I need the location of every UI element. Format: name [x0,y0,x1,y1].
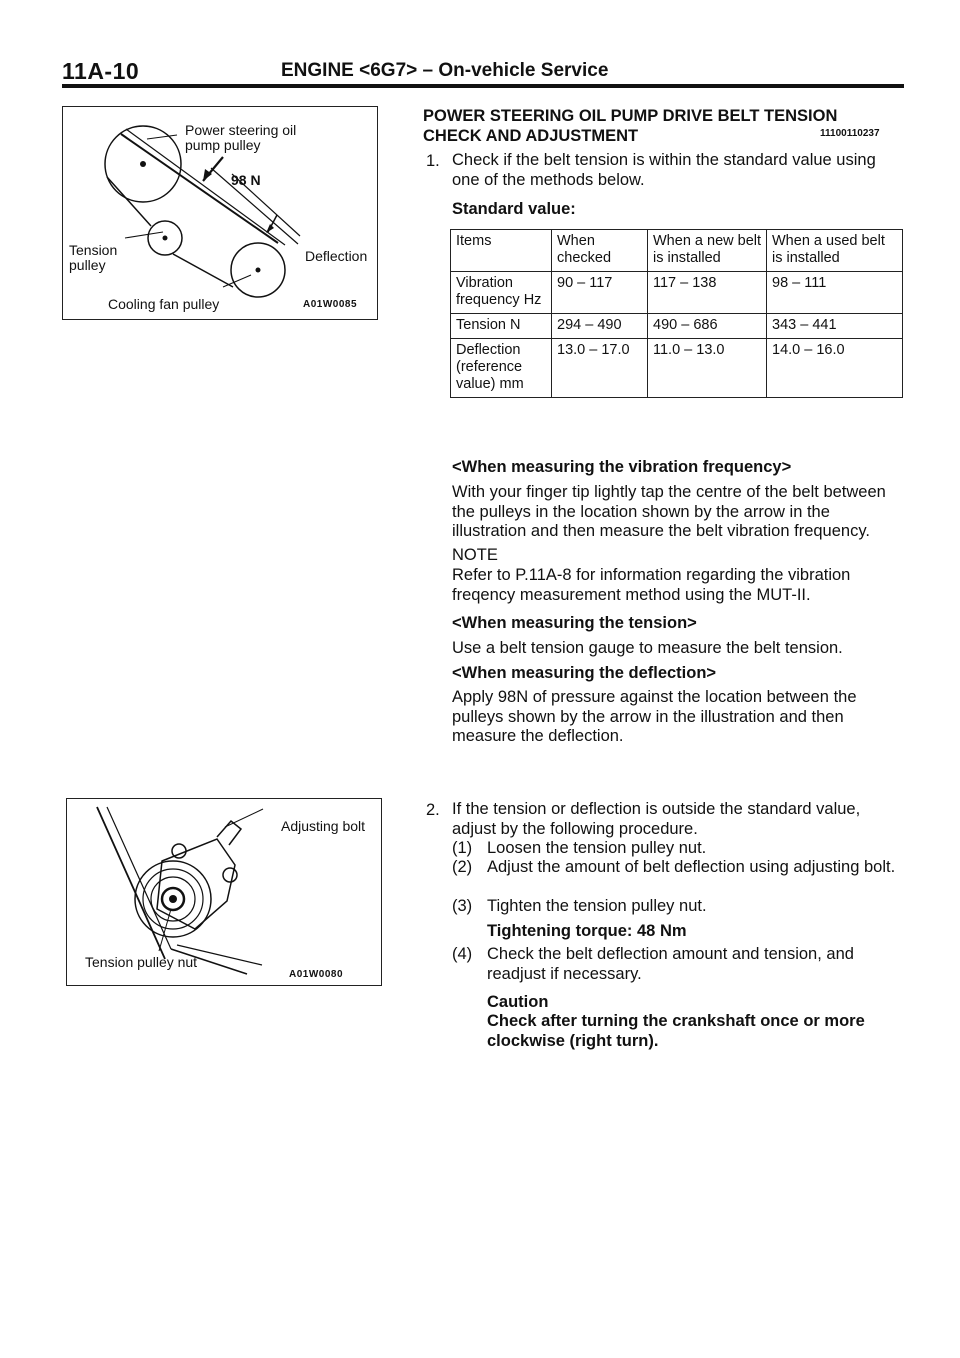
table-row [451,314,903,339]
belt-layout-figure [62,106,378,320]
step1-number: 1. [426,152,440,170]
figure-code: A01W0085 [303,299,358,310]
substep4-text: Check the belt deflection amount and tension, and readjust if necessary. [487,945,854,983]
table-cell: 490 – 686 [648,314,767,339]
note-text: Refer to P.11A-8 for information regarding the vibration freqency measurement method using the MUT-II. [452,566,851,604]
table-header-cell: Items [451,230,552,272]
table-cell: 11.0 – 13.0 [648,339,767,398]
step2-text: If the tension or deflection is outside the standard value, adjust by the following procedure. [452,800,861,838]
note-label: NOTE [452,546,498,564]
substep1-number: (1) [452,839,473,857]
caution-text: Check after turning the crankshaft once or more clockwise (right turn). [487,1012,865,1050]
table-row [451,339,903,398]
tension-text: Use a belt tension gauge to measure the belt tension. [452,639,843,657]
adjusting-bolt-figure [66,798,382,986]
table-header-cell: When a used belt is installed [767,230,903,272]
label-ps-pulley: Power steering oil pump pulley [185,122,297,153]
section-title [423,106,903,146]
page-header-title: ENGINE <6G7> – On-vehicle Service [281,60,609,81]
table-cell: 294 – 490 [552,314,648,339]
vibration-heading: <When measuring the vibration frequency> [452,458,792,476]
label-tension-pulley: Tension pulley [69,242,118,273]
label-tension-pulley-nut: Tension pulley nut [85,954,198,970]
section-title-line2: CHECK AND ADJUSTMENT [423,127,639,145]
step1-text: Check if the belt tension is within the standard value using one of the methods below. [452,151,876,189]
substep4-number: (4) [452,945,473,963]
page-number: 11A-10 [62,58,140,84]
substep1-text: Loosen the tension pulley nut. [487,839,707,857]
table-cell: 117 – 138 [648,272,767,314]
tension-heading: <When measuring the tension> [452,614,697,632]
substep2-text: Adjust the amount of belt deflection using adjusting bolt. [487,858,896,876]
deflection-heading: <When measuring the deflection> [452,664,717,682]
header-rule [62,84,904,88]
substep3-number: (3) [452,897,473,915]
table-header-row [451,230,903,272]
table-cell: 13.0 – 17.0 [552,339,648,398]
label-force: 98 N [231,172,261,188]
label-adjusting-bolt: Adjusting bolt [281,818,366,834]
table-cell: Vibration frequency Hz [451,272,552,314]
standard-value-label: Standard value: [452,200,576,218]
table-cell: 14.0 – 16.0 [767,339,903,398]
table-cell: Tension N [451,314,552,339]
table-row [451,272,903,314]
section-title-line1: POWER STEERING OIL PUMP DRIVE BELT TENSION [423,107,838,125]
tightening-torque: Tightening torque: 48 Nm [487,922,687,940]
table-header-cell: When checked [552,230,648,272]
step2-number: 2. [426,801,440,819]
label-deflection: Deflection [305,248,368,264]
table-cell: 98 – 111 [767,272,903,314]
table-header-cell: When a new belt is installed [648,230,767,272]
vibration-text: With your finger tip lightly tap the centre of the belt between the pulleys in the location shown by the arrow in the illustration and then measure the belt vibration frequency. [452,483,886,540]
substep3-text: Tighten the tension pulley nut. [487,897,707,915]
figure2-code: A01W0080 [289,969,344,980]
label-fan-pulley: Cooling fan pulley [108,296,220,312]
table-cell: 90 – 117 [552,272,648,314]
section-code: 11100110237 [820,128,880,139]
deflection-text: Apply 98N of pressure against the location between the pulleys shown by the arrow in the illustration and then measure the deflection. [452,688,857,745]
caution-label: Caution [487,993,549,1011]
substep2-number: (2) [452,858,473,876]
standard-value-table [450,229,903,398]
table-cell: 343 – 441 [767,314,903,339]
table-cell: Deflection (reference value) mm [451,339,552,398]
